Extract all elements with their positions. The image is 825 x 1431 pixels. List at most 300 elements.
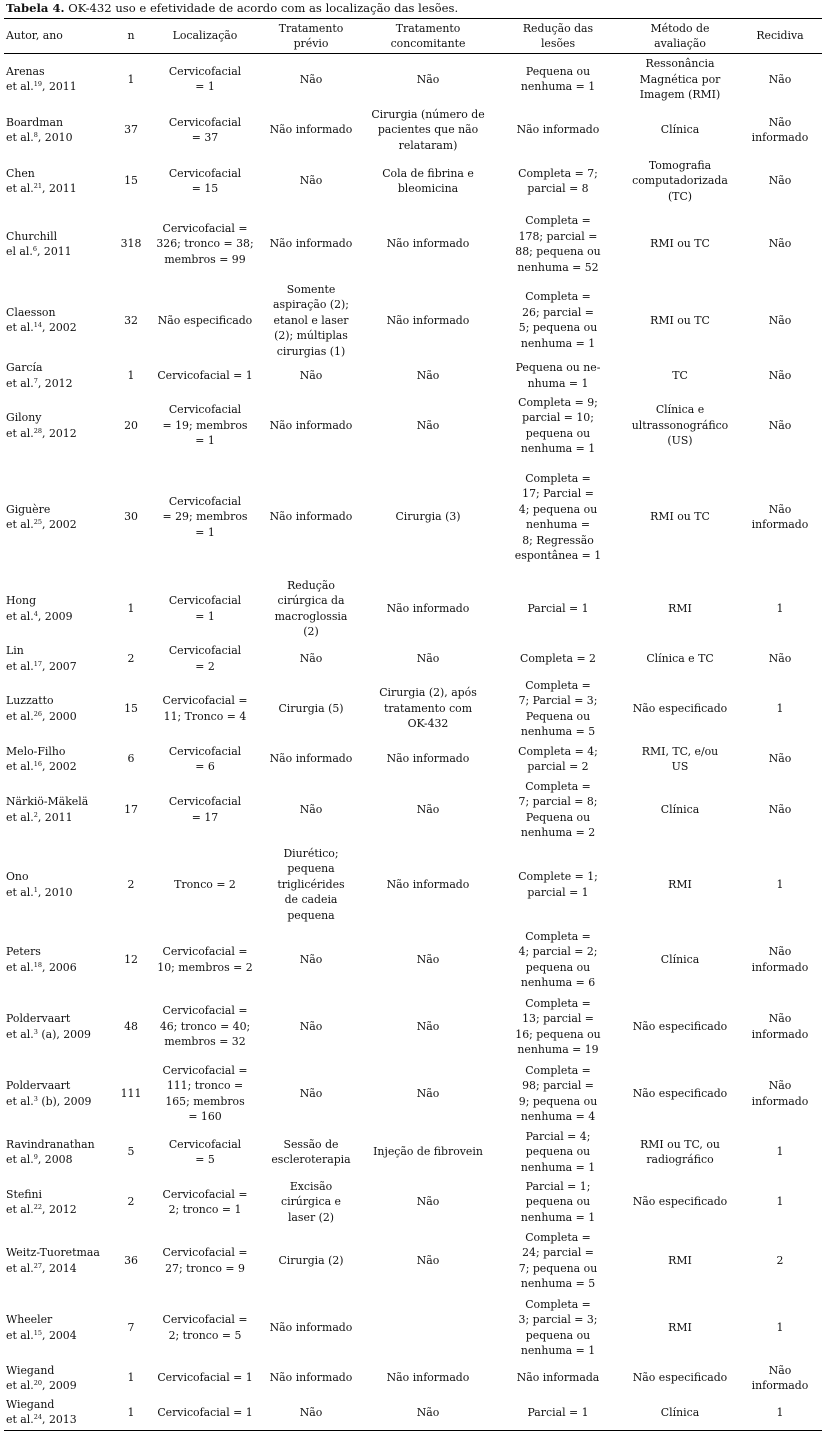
cell-location (150, 1227, 260, 1294)
author-year: , 2012 (42, 1203, 77, 1216)
cell-concomitant-treatment (362, 1127, 494, 1177)
cell-evaluation-method-text: Clínica (660, 952, 700, 966)
author-year: , 2011 (42, 182, 77, 195)
author-etal: et al. (6, 80, 34, 94)
cell-evaluation-method (622, 1361, 738, 1395)
cell-recurrence-text: 1 (776, 1320, 784, 1334)
cell-author (4, 207, 112, 282)
cell-recurrence-text: Não informado (751, 502, 809, 531)
header-recurrence-text: Recidiva (756, 29, 804, 43)
cell-location (150, 105, 260, 156)
cell-location (150, 742, 260, 776)
cell-lesion-reduction (494, 575, 622, 642)
cell-previous-treatment (260, 776, 362, 843)
cell-concomitant-treatment-text: Não (416, 1019, 440, 1033)
cell-location (150, 1361, 260, 1395)
table-row (4, 776, 822, 843)
cell-location-text: Cervicofacial = 5 (168, 1137, 242, 1166)
cell-lesion-reduction-text: Completa = 7; parcial = 8; Pequena ou nenhuma = 2 (518, 779, 598, 839)
cell-lesion-reduction-text: Pequena ou nenhuma = 1 (520, 64, 596, 94)
cell-recurrence-text: Não (768, 802, 792, 816)
cell-recurrence (738, 776, 822, 843)
reference-number: 8 (33, 131, 38, 139)
reference-number: 15 (33, 1328, 43, 1337)
cell-previous-treatment (260, 1060, 362, 1127)
cell-n (112, 1227, 150, 1294)
cell-evaluation-method (622, 1227, 738, 1294)
cell-n-text: 1 (127, 72, 135, 86)
author-name: Churchill (6, 229, 58, 243)
cell-evaluation-method (622, 207, 738, 282)
author-year: , 2009 (42, 1379, 77, 1392)
author-year: , 2012 (42, 426, 77, 440)
cell-previous-treatment (260, 459, 362, 575)
author-etal: et al. (6, 131, 34, 144)
cell-n-text: 2 (127, 651, 135, 665)
cell-author (4, 1177, 112, 1227)
cell-n (112, 776, 150, 843)
author-name: Lin (6, 644, 24, 657)
cell-previous-treatment (260, 1361, 362, 1395)
cell-lesion-reduction-text: Não informada (516, 1371, 600, 1385)
cell-lesion-reduction (494, 1177, 622, 1227)
cell-location (150, 675, 260, 742)
author-year: , 2010 (37, 131, 73, 144)
cell-previous-treatment (260, 359, 362, 392)
cell-n (112, 156, 150, 207)
cell-concomitant-treatment-text: Cirurgia (número de pacientes que não relataram) (371, 107, 485, 152)
author-name: Claesson (6, 305, 56, 319)
author-name: Peters (6, 945, 41, 958)
author-name: Luzzatto (6, 694, 54, 707)
cell-evaluation-method-text: RMI ou TC (650, 510, 710, 524)
cell-concomitant-treatment-text: Injeção de fibrovein (373, 1145, 483, 1159)
cell-n-text: 1 (127, 368, 135, 382)
cell-concomitant-treatment (362, 105, 494, 156)
cell-previous-treatment-text: Não informado (269, 1371, 353, 1385)
cell-recurrence (738, 54, 822, 105)
cell-previous-treatment (260, 575, 362, 642)
reference-number: 20 (33, 1379, 43, 1387)
author-etal: et al. (6, 1153, 34, 1166)
header-location-text: Localização (172, 29, 238, 43)
cell-recurrence (738, 1177, 822, 1227)
cell-location (150, 1060, 260, 1127)
cell-lesion-reduction (494, 1060, 622, 1127)
cell-previous-treatment (260, 54, 362, 105)
cell-concomitant-treatment-text: Não (416, 72, 440, 86)
cell-evaluation-method (622, 1177, 738, 1227)
cell-author (4, 392, 112, 459)
table-row (4, 459, 822, 575)
author-etal: et al. (6, 709, 34, 723)
author-name: Wiegand (6, 1397, 55, 1411)
cell-lesion-reduction (494, 742, 622, 776)
cell-previous-treatment-text: Diurético; pequena triglicérides de cadeia pequena (277, 846, 345, 922)
cell-concomitant-treatment-text: Não (416, 651, 440, 665)
cell-lesion-reduction-text: Completa = 13; parcial = 16; pequena ou nenhuma = 19 (515, 996, 601, 1056)
cell-location-text: Cervicofacial = 29; membros = 1 (162, 494, 248, 539)
cell-lesion-reduction (494, 776, 622, 843)
author-name: García (6, 361, 43, 374)
cell-location (150, 392, 260, 459)
table-row (4, 1294, 822, 1361)
cell-lesion-reduction-text: Completa = 24; parcial = 7; pequena ou nenhuma = 5 (518, 1230, 598, 1290)
cell-concomitant-treatment (362, 1361, 494, 1395)
cell-concomitant-treatment-text: Não informado (386, 752, 470, 766)
cell-recurrence (738, 642, 822, 675)
cell-previous-treatment-text: Não (299, 368, 323, 382)
cell-lesion-reduction-text: Completa = 3; parcial = 3; pequena ou nenhuma = 1 (518, 1297, 598, 1357)
cell-recurrence-text: Não informado (751, 1012, 809, 1041)
cell-recurrence-text: 2 (776, 1253, 784, 1267)
cell-author (4, 675, 112, 742)
cell-lesion-reduction-text: Completa = 4; parcial = 2; pequena ou nenhuma = 6 (518, 929, 598, 989)
cell-n-text: 1 (127, 1371, 135, 1385)
cell-concomitant-treatment-text: Não (416, 1253, 440, 1267)
cell-concomitant-treatment (362, 459, 494, 575)
cell-location (150, 1127, 260, 1177)
cell-recurrence-text: Não informado (751, 1363, 809, 1392)
cell-evaluation-method-text: Não especificado (632, 1371, 728, 1385)
cell-author (4, 459, 112, 575)
cell-lesion-reduction (494, 105, 622, 156)
cell-location (150, 54, 260, 105)
cell-evaluation-method-text: Clínica (660, 1405, 700, 1419)
author-year: (b), 2009 (37, 1094, 92, 1108)
cell-evaluation-method (622, 459, 738, 575)
header-previous-treatment-text: Tratamento prévio (278, 21, 344, 50)
table-caption-text: OK-432 uso e efetividade de acordo com as localização das lesões. (64, 1, 459, 15)
cell-n-text: 12 (124, 952, 138, 966)
cell-lesion-reduction (494, 459, 622, 575)
cell-n-text: 32 (124, 313, 138, 327)
reference-number: 6 (32, 245, 37, 253)
cell-location-text: Cervicofacial = 37 (168, 115, 242, 144)
cell-concomitant-treatment (362, 1294, 494, 1361)
table-row (4, 282, 822, 360)
cell-concomitant-treatment (362, 642, 494, 675)
cell-evaluation-method-text: RMI ou TC, ou radiográfico (640, 1137, 720, 1166)
reference-number: 3 (33, 1027, 38, 1036)
cell-lesion-reduction-text: Completa = 7; Parcial = 3; Pequena ou nenhuma = 5 (518, 678, 598, 738)
cell-previous-treatment (260, 1227, 362, 1294)
header-location (150, 19, 260, 54)
cell-lesion-reduction (494, 392, 622, 459)
cell-n (112, 926, 150, 993)
cell-previous-treatment-text: Cirurgia (5) (278, 701, 344, 715)
header-n (112, 19, 150, 54)
cell-previous-treatment-text: Não informado (269, 123, 353, 137)
cell-concomitant-treatment-text: Não (416, 802, 440, 816)
cell-location-text: Cervicofacial = 2; tronco = 1 (162, 1187, 248, 1216)
cell-evaluation-method-text: Não especificado (632, 701, 728, 715)
cell-concomitant-treatment-text: Não (416, 368, 440, 382)
cell-previous-treatment (260, 1177, 362, 1227)
cell-location (150, 1395, 260, 1430)
cell-concomitant-treatment (362, 1395, 494, 1430)
cell-author (4, 926, 112, 993)
cell-n (112, 392, 150, 459)
cell-n-text: 30 (124, 510, 138, 524)
author-name: Gilony (6, 411, 42, 424)
table-row (4, 1060, 822, 1127)
cell-location (150, 575, 260, 642)
cell-author (4, 54, 112, 105)
author-name: Arenas (6, 64, 45, 78)
cell-lesion-reduction-text: Parcial = 4; pequena ou nenhuma = 1 (520, 1129, 596, 1174)
author-year: , 2002 (42, 518, 77, 531)
reference-number: 25 (33, 518, 43, 526)
reference-number: 14 (33, 321, 43, 330)
cell-evaluation-method-text: RMI (668, 1253, 692, 1267)
cell-n (112, 459, 150, 575)
cell-previous-treatment (260, 156, 362, 207)
cell-location-text: Cervicofacial = 2; tronco = 5 (162, 1313, 248, 1342)
cell-previous-treatment-text: Não informado (269, 1320, 353, 1334)
cell-concomitant-treatment-text: Não (416, 418, 440, 432)
reference-number: 2 (33, 810, 38, 819)
cell-lesion-reduction-text: Completa = 26; parcial = 5; pequena ou nenhuma = 1 (518, 290, 598, 350)
cell-lesion-reduction (494, 1127, 622, 1177)
cell-evaluation-method-text: RMI (668, 601, 692, 615)
cell-n-text: 111 (120, 1086, 142, 1100)
cell-evaluation-method (622, 993, 738, 1060)
cell-recurrence (738, 843, 822, 926)
cell-concomitant-treatment-text: Não informado (386, 313, 470, 327)
author-name: Weitz-Tuoretmaa (6, 1246, 100, 1259)
cell-author (4, 742, 112, 776)
author-name: Melo-Filho (6, 744, 66, 758)
cell-location-text: Cervicofacial = 326; tronco = 38; membros = 99 (156, 221, 254, 266)
table-row (4, 843, 822, 926)
cell-lesion-reduction (494, 359, 622, 392)
header-lesion-reduction-text: Redução das lesões (522, 21, 594, 50)
cell-author (4, 1227, 112, 1294)
header-n-text: n (127, 29, 135, 43)
author-name: Hong (6, 594, 37, 607)
cell-recurrence-text: Não (768, 237, 792, 251)
cell-previous-treatment (260, 1294, 362, 1361)
cell-n (112, 1395, 150, 1430)
cell-location (150, 1177, 260, 1227)
cell-author (4, 1127, 112, 1177)
cell-evaluation-method-text: RMI (668, 1320, 692, 1334)
author-year: , 2011 (42, 80, 77, 94)
cell-evaluation-method (622, 54, 738, 105)
cell-evaluation-method-text: RMI ou TC (650, 237, 710, 251)
cell-n (112, 1177, 150, 1227)
cell-concomitant-treatment (362, 1060, 494, 1127)
header-concomitant-treatment-text: Tratamento concomitante (390, 21, 466, 50)
author-etal: et al. (6, 609, 34, 623)
cell-evaluation-method (622, 1127, 738, 1177)
cell-evaluation-method (622, 926, 738, 993)
table-row (4, 1361, 822, 1395)
table-row (4, 1395, 822, 1430)
author-etal: et al. (6, 810, 34, 824)
cell-author (4, 1060, 112, 1127)
reference-number: 28 (33, 426, 43, 435)
author-etal: et al. (6, 960, 34, 974)
author-etal: et al. (6, 182, 34, 195)
reference-number: 24 (33, 1413, 43, 1422)
cell-evaluation-method (622, 776, 738, 843)
cell-concomitant-treatment (362, 1177, 494, 1227)
cell-recurrence (738, 1395, 822, 1430)
cell-previous-treatment-text: Não (299, 952, 323, 966)
cell-evaluation-method (622, 392, 738, 459)
cell-previous-treatment-text: Excisão cirúrgica e laser (2) (281, 1179, 341, 1224)
reference-number: 21 (33, 182, 43, 190)
reference-number: 27 (33, 1261, 43, 1270)
cell-previous-treatment (260, 392, 362, 459)
cell-recurrence (738, 1361, 822, 1395)
cell-lesion-reduction (494, 1227, 622, 1294)
cell-lesion-reduction (494, 207, 622, 282)
cell-concomitant-treatment-text: Cirurgia (2), após tratamento com OK-432 (379, 686, 477, 731)
cell-previous-treatment-text: Não (299, 1086, 323, 1100)
author-year: , 2011 (37, 810, 73, 824)
table-row (4, 54, 822, 105)
cell-author (4, 993, 112, 1060)
cell-previous-treatment (260, 742, 362, 776)
author-year: , 2002 (42, 321, 77, 335)
cell-previous-treatment (260, 926, 362, 993)
cell-author (4, 359, 112, 392)
author-year: (a), 2009 (37, 1027, 91, 1041)
cell-recurrence-text: Não (768, 418, 792, 432)
cell-n (112, 993, 150, 1060)
author-etal: et al. (6, 1379, 34, 1392)
cell-recurrence (738, 156, 822, 207)
cell-n-text: 37 (124, 123, 138, 137)
table-header (4, 19, 822, 54)
cell-recurrence (738, 675, 822, 742)
cell-n-text: 2 (127, 1195, 135, 1209)
cell-evaluation-method (622, 1395, 738, 1430)
cell-recurrence (738, 575, 822, 642)
cell-recurrence-text: Não informado (751, 115, 809, 144)
author-etal: et al. (6, 426, 34, 440)
reference-number: 7 (33, 376, 38, 385)
cell-location (150, 359, 260, 392)
cell-concomitant-treatment (362, 742, 494, 776)
cell-location-text: Cervicofacial = 1 (168, 64, 242, 94)
cell-n (112, 105, 150, 156)
cell-recurrence-text: 1 (776, 1405, 784, 1419)
cell-recurrence (738, 459, 822, 575)
reference-number: 17 (33, 659, 43, 668)
author-name: Chen (6, 166, 35, 180)
cell-evaluation-method (622, 575, 738, 642)
author-year: , 2002 (42, 760, 77, 773)
table-caption-label: Tabela 4. (6, 1, 65, 15)
cell-n-text: 17 (124, 802, 138, 816)
cell-n (112, 207, 150, 282)
cell-location (150, 843, 260, 926)
author-etal: et al. (6, 1203, 34, 1216)
header-evaluation-method (622, 19, 738, 54)
author-name: Närkiö-Mäkelä (6, 795, 89, 808)
author-year: , 2009 (37, 609, 73, 623)
table-body (4, 54, 822, 1431)
cell-recurrence-text: 1 (776, 1195, 784, 1209)
cell-lesion-reduction-text: Completa = 4; parcial = 2 (518, 744, 598, 773)
cell-recurrence-text: Não (768, 368, 792, 382)
cell-concomitant-treatment-text: Não (416, 1195, 440, 1209)
table-row (4, 642, 822, 675)
cell-previous-treatment (260, 105, 362, 156)
cell-previous-treatment (260, 642, 362, 675)
table-row (4, 575, 822, 642)
author-name: Poldervaart (6, 1012, 71, 1025)
cell-location (150, 282, 260, 360)
cell-previous-treatment-text: Cirurgia (2) (278, 1253, 344, 1267)
cell-author (4, 843, 112, 926)
cell-lesion-reduction (494, 642, 622, 675)
cell-n (112, 282, 150, 360)
table-row (4, 207, 822, 282)
cell-recurrence-text: 1 (776, 601, 784, 615)
cell-previous-treatment-text: Não (299, 1405, 323, 1419)
cell-n-text: 15 (124, 701, 138, 715)
cell-previous-treatment (260, 207, 362, 282)
cell-location (150, 156, 260, 207)
author-year: , 2012 (37, 376, 73, 390)
cell-lesion-reduction (494, 1361, 622, 1395)
cell-evaluation-method (622, 359, 738, 392)
cell-n (112, 359, 150, 392)
table-row (4, 926, 822, 993)
cell-lesion-reduction (494, 675, 622, 742)
cell-location-text: Cervicofacial = 1 (157, 368, 253, 382)
cell-previous-treatment-text: Não informado (269, 752, 353, 766)
reference-number: 16 (33, 760, 43, 768)
author-year: , 2011 (36, 245, 72, 258)
author-etal: et al. (6, 659, 34, 673)
cell-n-text: 6 (127, 752, 135, 766)
cell-location-text: Tronco = 2 (174, 877, 236, 891)
cell-lesion-reduction-text: Completa = 17; Parcial = 4; pequena ou nenhuma = 8; Regressão espontânea = 1 (514, 471, 602, 562)
cell-lesion-reduction (494, 282, 622, 360)
cell-n (112, 575, 150, 642)
cell-concomitant-treatment (362, 843, 494, 926)
author-name: Poldervaart (6, 1079, 71, 1092)
cell-lesion-reduction (494, 1294, 622, 1361)
cell-location (150, 642, 260, 675)
cell-previous-treatment (260, 282, 362, 360)
cell-evaluation-method (622, 105, 738, 156)
cell-concomitant-treatment (362, 776, 494, 843)
cell-recurrence-text: Não (768, 174, 792, 188)
table-row (4, 359, 822, 392)
cell-location (150, 926, 260, 993)
cell-n (112, 843, 150, 926)
cell-location-text: Cervicofacial = 17 (168, 795, 242, 824)
reference-number: 1 (33, 885, 38, 894)
table-row (4, 1127, 822, 1177)
cell-recurrence-text: 1 (776, 701, 784, 715)
cell-recurrence-text: Não (768, 651, 792, 665)
author-name: Ravindranathan (6, 1137, 95, 1151)
cell-lesion-reduction-text: Complete = 1; parcial = 1 (518, 870, 598, 899)
cell-concomitant-treatment-text: Não (416, 1086, 440, 1100)
table-row (4, 742, 822, 776)
cell-lesion-reduction (494, 54, 622, 105)
cell-recurrence (738, 392, 822, 459)
author-etal: et al. (6, 321, 34, 335)
